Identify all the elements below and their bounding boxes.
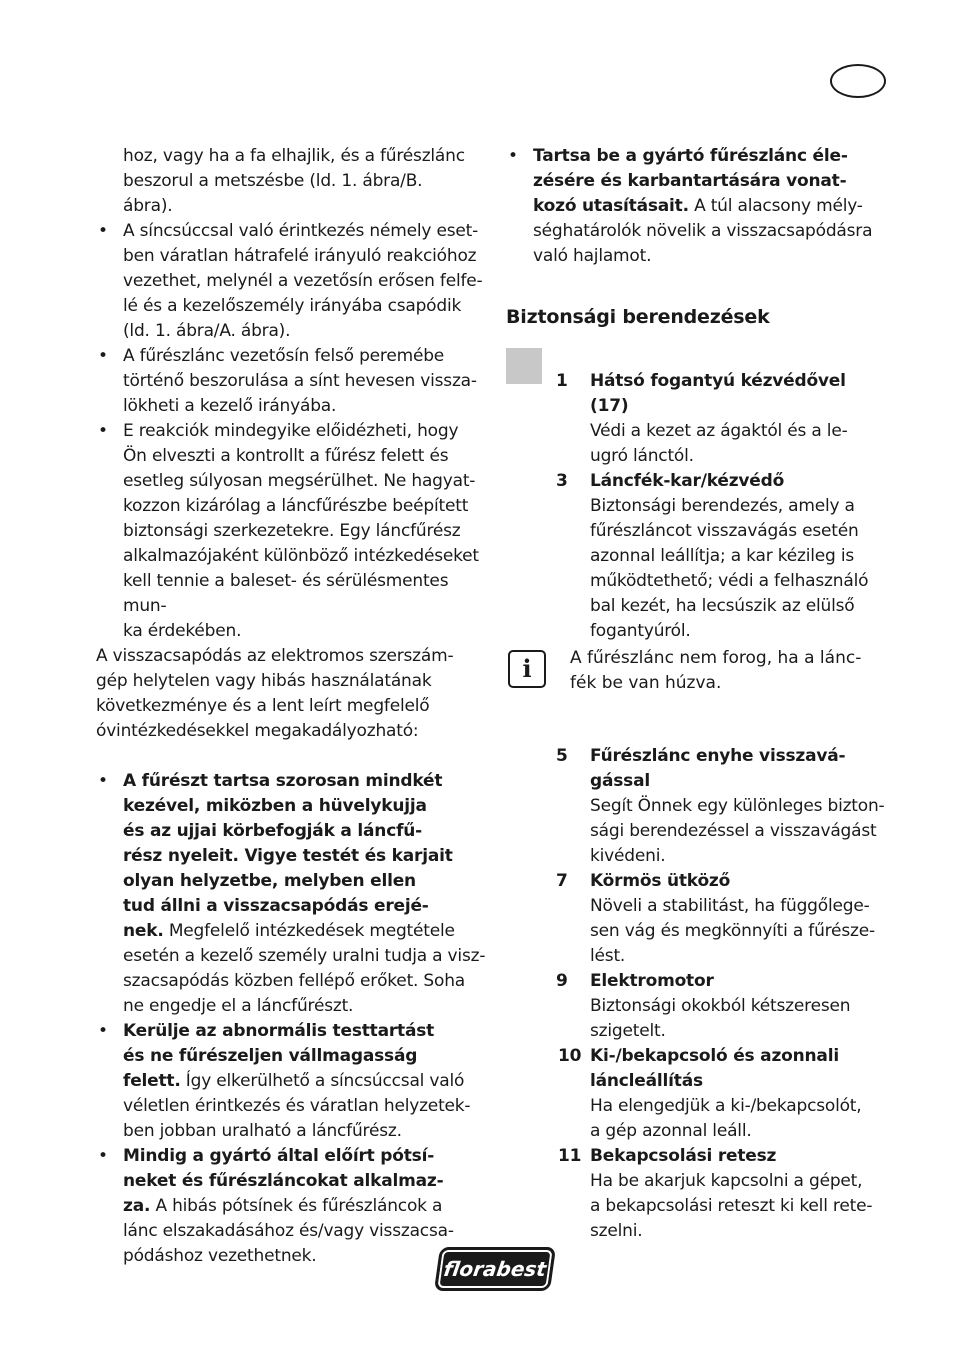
feature-item bbox=[506, 1144, 898, 1244]
bold-text: kozó utasításait. bbox=[533, 196, 689, 216]
item-title: Fűrészlánc enyhe visszavá- bbox=[590, 746, 846, 766]
item-number: 9 bbox=[556, 971, 568, 991]
text-line: ne engedje el a láncfűrészt. bbox=[123, 996, 354, 1016]
bullet-item bbox=[96, 1019, 486, 1144]
text-line: Ha elengedjük a ki-/bekapcsolót, bbox=[590, 1096, 862, 1116]
item-title: láncleállítás bbox=[590, 1071, 703, 1091]
bold-line: olyan helyzetbe, melyben ellen bbox=[123, 871, 416, 891]
text-line: véletlen érintkezés és váratlan helyzetek- bbox=[123, 1096, 471, 1116]
left-column bbox=[96, 144, 486, 1269]
bold-line: A fűrészt tartsa szorosan mindkét bbox=[123, 771, 443, 791]
bullet-dot: • bbox=[98, 421, 108, 441]
spacer bbox=[506, 330, 898, 369]
text-line: kozzon kizárólag a láncfűrészbe beépített bbox=[123, 496, 469, 516]
item-title: (17) bbox=[590, 396, 629, 416]
spacer bbox=[506, 269, 898, 305]
text-line: Növeli a stabilitást, ha függőlege- bbox=[590, 896, 870, 916]
bold-line: Mindig a gyártó által előírt pótsí- bbox=[123, 1146, 435, 1166]
text-line: fogantyúról. bbox=[590, 621, 691, 641]
text-line: sen vág és megkönnyíti a fűrésze- bbox=[590, 921, 875, 941]
text-line: gép helytelen vagy hibás használatának bbox=[96, 671, 432, 691]
item-number: 11 bbox=[558, 1146, 582, 1166]
text-line: beszorul a metszésbe (ld. 1. ábra/B. bbox=[123, 171, 423, 191]
item-number: 3 bbox=[556, 471, 568, 491]
text-line: óvintézkedésekkel megakadályozható: bbox=[96, 721, 419, 741]
text-line: szelni. bbox=[590, 1221, 643, 1241]
bullet-dot: • bbox=[98, 1146, 108, 1166]
text-line: Biztonsági berendezés, amely a bbox=[590, 496, 855, 516]
bold-text: nek. bbox=[123, 921, 164, 941]
feature-item bbox=[506, 469, 898, 644]
spacer bbox=[96, 744, 486, 769]
text-line: lánc elszakadásához és/vagy visszacsa- bbox=[123, 1221, 454, 1241]
bullet-dot: • bbox=[508, 146, 518, 166]
text-line: Védi a kezet az ágaktól és a le- bbox=[590, 421, 848, 441]
bold-line: rész nyeleit. Vigye testét és karjait bbox=[123, 846, 453, 866]
language-marker-oval bbox=[830, 64, 886, 98]
item-number: 5 bbox=[556, 746, 568, 766]
text-line: a gép azonnal leáll. bbox=[590, 1121, 752, 1141]
text-line: A visszacsapódás az elektromos szerszám- bbox=[96, 646, 454, 666]
text-line: biztonsági szerkezetekre. Egy láncfűrész bbox=[123, 521, 461, 541]
text-line: E reakciók mindegyike előidézheti, hogy bbox=[123, 421, 459, 441]
text-line: sági berendezéssel a visszavágást bbox=[590, 821, 877, 841]
text-line: Ha be akarjuk kapcsolni a gépet, bbox=[590, 1171, 863, 1191]
bold-line: Tartsa be a gyártó fűrészlánc éle- bbox=[533, 146, 848, 166]
text-line: Biztonsági okokból kétszeresen bbox=[590, 996, 851, 1016]
text-line: szacsapódás közben fellépő erőket. Soha bbox=[123, 971, 466, 991]
text-line: történő beszorulása a sínt hevesen vissza- bbox=[123, 371, 477, 391]
text-line: A síncsúccsal való érintkezés némely eset- bbox=[123, 221, 479, 241]
bullet-item bbox=[96, 1144, 486, 1269]
bold-text: za. bbox=[123, 1196, 151, 1216]
florabest-logo bbox=[437, 1250, 552, 1288]
text-line: ábra). bbox=[123, 196, 173, 216]
item-title: Körmös ütköző bbox=[590, 871, 731, 891]
bullet-item bbox=[96, 769, 486, 1019]
item-title: Elektromotor bbox=[590, 971, 714, 991]
bullet-item bbox=[96, 419, 486, 644]
bold-line: és az ujjai körbefogják a láncfű- bbox=[123, 821, 423, 841]
bold-line: kezével, miközben a hüvelykujja bbox=[123, 796, 427, 816]
bullet-continuation bbox=[96, 144, 486, 219]
logo-text: florabest bbox=[442, 1257, 548, 1281]
text-line: működtethető; védi a felhasználó bbox=[590, 571, 869, 591]
text-span: A túl alacsony mély- bbox=[688, 196, 863, 216]
bold-line: és ne fűrészeljen vállmagasság bbox=[123, 1046, 418, 1066]
text-line: Ön elveszti a kontrollt a fűrész felett és bbox=[123, 446, 449, 466]
text-line: való hajlamot. bbox=[533, 246, 652, 266]
feature-item bbox=[506, 1044, 898, 1144]
info-icon bbox=[508, 650, 546, 688]
item-number: 1 bbox=[556, 371, 568, 391]
bold-line: Kerülje az abnormális testtartást bbox=[123, 1021, 435, 1041]
feature-item bbox=[506, 969, 898, 1044]
text-line: lé és a kezelőszemély irányába csapódik bbox=[123, 296, 462, 316]
item-title: Láncfék-kar/kézvédő bbox=[590, 471, 785, 491]
item-number: 10 bbox=[558, 1046, 582, 1066]
text-line: ugró lánctól. bbox=[590, 446, 694, 466]
text-line: fűrészláncot visszavágás esetén bbox=[590, 521, 859, 541]
text-line: ben jobban uralható a láncfűrész. bbox=[123, 1121, 402, 1141]
text-line: pódáshoz vezethetnek. bbox=[123, 1246, 317, 1266]
text-line: bal kezét, ha lecsúszik az elülső bbox=[590, 596, 855, 616]
feature-item bbox=[506, 369, 898, 469]
feature-item bbox=[506, 869, 898, 969]
item-number: 7 bbox=[556, 871, 568, 891]
bold-line: neket és fűrészláncokat alkalmaz- bbox=[123, 1171, 444, 1191]
text-span: Így elkerülhető a síncsúccsal való bbox=[180, 1071, 465, 1091]
text-line: kivédeni. bbox=[590, 846, 666, 866]
text-line: vezethet, melynél a vezetősín erősen felfe- bbox=[123, 271, 483, 291]
info-note bbox=[570, 646, 890, 696]
feature-item bbox=[506, 744, 898, 869]
section-heading: Biztonsági berendezések bbox=[506, 306, 770, 328]
text-line: fék be van húzva. bbox=[570, 673, 722, 693]
text-line: hoz, vagy ha a fa elhajlik, és a fűrészlánc bbox=[123, 146, 465, 166]
item-title: gással bbox=[590, 771, 650, 791]
item-title: Ki-/bekapcsoló és azonnali bbox=[590, 1046, 839, 1066]
text-line: séghatárolók növelik a visszacsapódásra bbox=[533, 221, 873, 241]
text-line: következménye és a lent leírt megfelelő bbox=[96, 696, 430, 716]
bold-line: zésére és karbantartására vonat- bbox=[533, 171, 847, 191]
bullet-dot: • bbox=[98, 221, 108, 241]
text-line: Segít Önnek egy különleges bizton- bbox=[590, 796, 885, 816]
bullet-item bbox=[506, 144, 898, 269]
text-line: lést. bbox=[590, 946, 626, 966]
bullet-dot: • bbox=[98, 771, 108, 791]
text-line: esetleg súlyosan megsérülhet. Ne hagyat- bbox=[123, 471, 476, 491]
text-line: alkalmazójaként különböző intézkedéseket bbox=[123, 546, 479, 566]
paragraph bbox=[96, 644, 486, 744]
text-line: kell tennie a baleset- és sérülésmentes mun- bbox=[123, 571, 449, 616]
text-line: azonnal leállítja; a kar kézileg is bbox=[590, 546, 855, 566]
bold-line: tud állni a visszacsapódás erejé- bbox=[123, 896, 429, 916]
text-line: lökheti a kezelő irányába. bbox=[123, 396, 337, 416]
item-title: Hátsó fogantyú kézvédővel bbox=[590, 371, 846, 391]
text-line: ben váratlan hátrafelé irányuló reakcióhoz bbox=[123, 246, 477, 266]
text-line: ka érdekében. bbox=[123, 621, 242, 641]
text-line: szigetelt. bbox=[590, 1021, 666, 1041]
bullet-dot: • bbox=[98, 1021, 108, 1041]
text-line: (ld. 1. ábra/A. ábra). bbox=[123, 321, 291, 341]
bullet-item bbox=[96, 344, 486, 419]
text-span: Megfelelő intézkedések megtétele bbox=[163, 921, 455, 941]
item-title: Bekapcsolási retesz bbox=[590, 1146, 777, 1166]
text-line: esetén a kezelő személy uralni tudja a visz- bbox=[123, 946, 486, 966]
info-glyph: i bbox=[522, 654, 532, 683]
text-line: A fűrészlánc vezetősín felső peremébe bbox=[123, 346, 445, 366]
text-line: A fűrészlánc nem forog, ha a lánc- bbox=[570, 648, 862, 668]
text-line: a bekapcsolási reteszt ki kell rete- bbox=[590, 1196, 873, 1216]
bullet-dot: • bbox=[98, 346, 108, 366]
text-span: A hibás pótsínek és fűrészláncok a bbox=[150, 1196, 443, 1216]
bold-text: felett. bbox=[123, 1071, 181, 1091]
grey-marker-box bbox=[506, 348, 542, 384]
bullet-item bbox=[96, 219, 486, 344]
